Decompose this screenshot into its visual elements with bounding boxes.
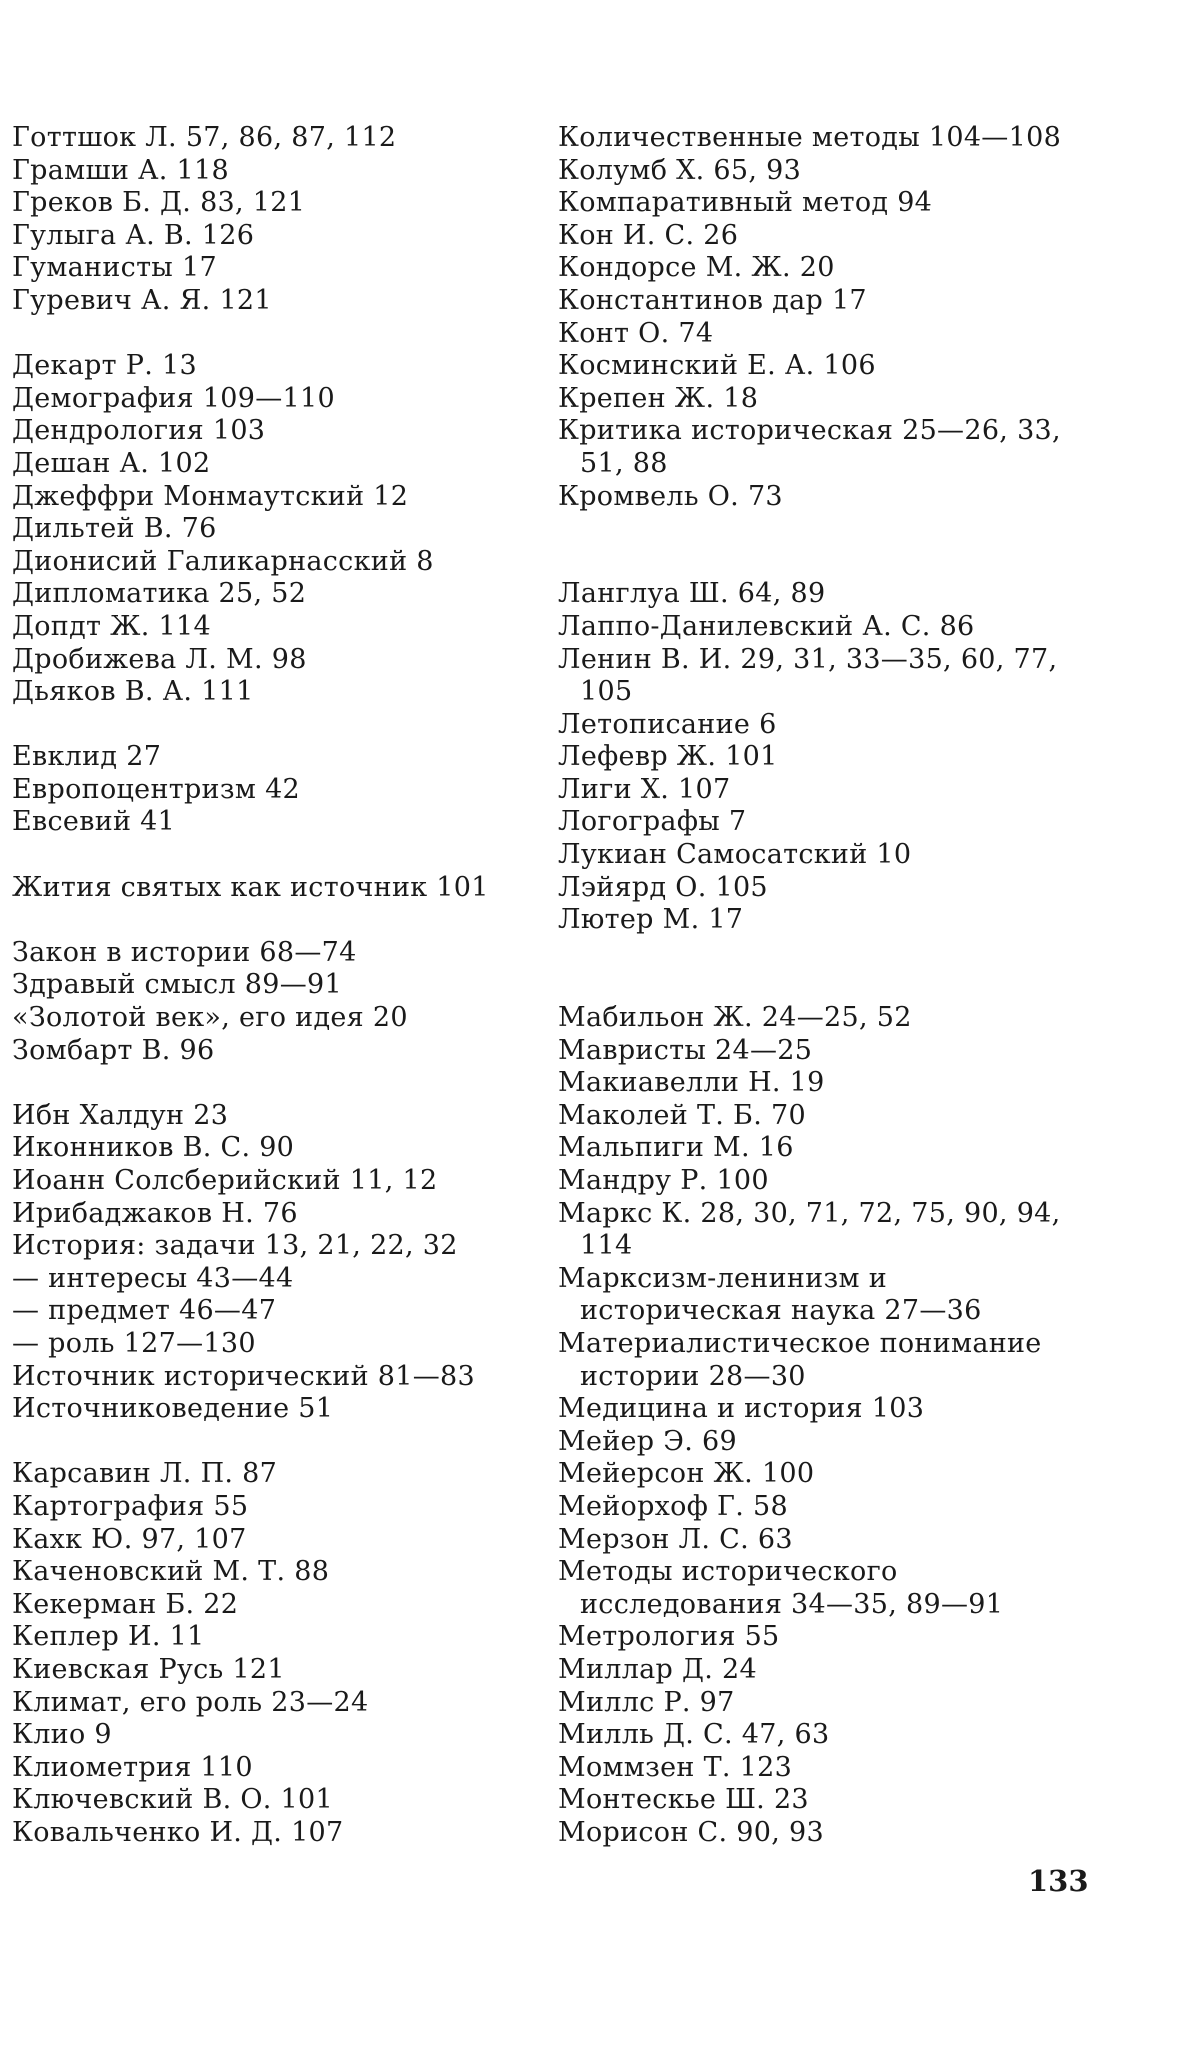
index-entry: Кекерман Б. 22 (12, 1588, 239, 1620)
index-entry: Жития святых как источник 101 (12, 871, 489, 903)
index-entry: Дробижева Л. М. 98 (12, 643, 307, 675)
index-entry: Мерзон Л. С. 63 (558, 1523, 793, 1555)
index-entry: Джеффри Монмаутский 12 (12, 480, 409, 512)
section-gap (558, 969, 1078, 1002)
index-entry: Дильтей В. 76 (12, 513, 217, 545)
section-gap (12, 318, 532, 351)
section-gap (12, 839, 532, 872)
index-entry: — интересы 43—44 (12, 1262, 294, 1294)
index-entry: Метрология 55 (558, 1621, 780, 1653)
index-entry: Картография 55 (12, 1490, 249, 1522)
index-entry: Логографы 7 (558, 806, 747, 838)
index-entry: Декарт Р. 13 (12, 350, 197, 382)
index-entry: Материалистическое понимание истории 28—30 (558, 1327, 1042, 1392)
index-entry: Гуревич А. Я. 121 (12, 284, 272, 316)
section-gap (558, 546, 1078, 579)
index-entry: Закон в истории 68—74 (12, 936, 357, 968)
index-entry: Клиометрия 110 (12, 1751, 253, 1783)
index-entry: Лютер М. 17 (558, 904, 744, 936)
index-column-right (558, 122, 1078, 1849)
index-entry: Ланглуа Ш. 64, 89 (558, 578, 826, 610)
index-entry: Ковальченко И. Д. 107 (12, 1816, 344, 1848)
index-entry: — роль 127—130 (12, 1327, 256, 1359)
index-entry: Готтшок Л. 57, 86, 87, 112 (12, 122, 397, 153)
index-entry: Маколей Т. Б. 70 (558, 1099, 806, 1131)
index-column-left (12, 122, 532, 1849)
index-entry: Мейорхоф Г. 58 (558, 1490, 788, 1522)
index-entry: Дипломатика 25, 52 (12, 578, 307, 610)
index-entry: Миллс Р. 97 (558, 1686, 735, 1718)
index-entry: Кондорсе М. Ж. 20 (558, 252, 835, 284)
index-entry: Допдт Ж. 114 (12, 610, 211, 642)
section-gap (558, 937, 1078, 970)
index-entry: Климат, его роль 23—24 (12, 1686, 369, 1718)
index-entry: Карсавин Л. П. 87 (12, 1458, 278, 1490)
index-entry: Источниковедение 51 (12, 1393, 334, 1425)
index-entry: Гуманисты 17 (12, 252, 217, 284)
page-number: 133 (1028, 1864, 1089, 1898)
index-entry: Европоцентризм 42 (12, 773, 301, 805)
index-entry: Конт О. 74 (558, 317, 714, 349)
index-entry: Лиги Х. 107 (558, 773, 731, 805)
index-entry: Иоанн Солсберийский 11, 12 (12, 1165, 438, 1196)
index-entry: Иконников В. С. 90 (12, 1132, 295, 1164)
index-entry: Компаративный метод 94 (558, 187, 933, 219)
index-entry: Кахк Ю. 97, 107 (12, 1523, 247, 1555)
index-entry: Кон И. С. 26 (558, 219, 739, 251)
index-entry: Милль Д. С. 47, 63 (558, 1719, 830, 1751)
index-entry: Колумб Х. 65, 93 (558, 154, 802, 186)
index-entry: Ибн Халдун 23 (12, 1099, 229, 1131)
index-entry: Крепен Ж. 18 (558, 382, 759, 414)
index-entry: Каченовский М. Т. 88 (12, 1556, 330, 1588)
index-entry: Здравый смысл 89—91 (12, 969, 342, 1001)
index-entry: «Золотой век», его идея 20 (12, 1002, 408, 1034)
index-entry: Миллар Д. 24 (558, 1653, 757, 1685)
index-entry: Дендрология 103 (12, 415, 266, 447)
index-entry: Зомбарт В. 96 (12, 1034, 215, 1066)
index-entry: Косминский Е. А. 106 (558, 350, 876, 382)
index-entry: Количественные методы 104—108 (558, 122, 1062, 153)
index-entry: Методы исторического исследования 34—35, 89—91 (558, 1556, 1004, 1620)
index-entry: Лаппо-Данилевский А. С. 86 (558, 610, 975, 642)
index-entry: Дешан А. 102 (12, 447, 211, 479)
section-gap (12, 709, 532, 742)
index-entry: Мабильон Ж. 24—25, 52 (558, 1002, 912, 1034)
index-entry: Лукиан Самосатский 10 (558, 839, 912, 871)
index-entry: Моммзен Т. 123 (558, 1751, 793, 1783)
section-gap (12, 1426, 532, 1459)
index-entry: Монтескье Ш. 23 (558, 1784, 809, 1816)
index-entry: Мальпиги М. 16 (558, 1132, 794, 1164)
index-entry: Клио 9 (12, 1719, 112, 1751)
index-entry: Киевская Русь 121 (12, 1653, 285, 1685)
index-entry: Мейер Э. 69 (558, 1425, 737, 1457)
index-entry: Константинов дар 17 (558, 284, 867, 316)
index-entry: Ирибаджаков Н. 76 (12, 1197, 298, 1229)
section-gap (558, 513, 1078, 546)
index-entry: Ключевский В. О. 101 (12, 1784, 333, 1816)
index-entry: Маркс К. 28, 30, 71, 72, 75, 90, 94, 114 (558, 1197, 1061, 1262)
index-entry: Ленин В. И. 29, 31, 33—35, 60, 77, 105 (558, 643, 1058, 708)
section-gap (12, 1067, 532, 1100)
index-entry: Макиавелли Н. 19 (558, 1067, 825, 1099)
index-entry: — предмет 46—47 (12, 1295, 277, 1327)
index-entry: Лэйярд О. 105 (558, 871, 768, 903)
index-entry: Демография 109—110 (12, 382, 335, 414)
index-entry: Источник исторический 81—83 (12, 1360, 475, 1392)
index-entry: Морисон С. 90, 93 (558, 1816, 824, 1848)
index-entry: Евклид 27 (12, 741, 162, 773)
index-entry: Кромвель О. 73 (558, 480, 783, 512)
section-gap (12, 904, 532, 937)
index-entry: Лефевр Ж. 101 (558, 741, 778, 773)
index-entry: Кеплер И. 11 (12, 1621, 205, 1653)
index-entry: Мейерсон Ж. 100 (558, 1458, 815, 1490)
index-entry: Марксизм-ленинизм и историческая наука 27—36 (558, 1262, 982, 1327)
index-entry: Дьяков В. А. 111 (12, 676, 254, 708)
index-entry: Мавристы 24—25 (558, 1034, 813, 1066)
index-entry: Дионисий Галикарнасский 8 (12, 545, 434, 577)
index-entry: Летописание 6 (558, 708, 777, 740)
index-entry: Евсевий 41 (12, 806, 176, 838)
index-entry: Греков Б. Д. 83, 121 (12, 187, 306, 219)
index-entry: Гулыга А. В. 126 (12, 219, 255, 251)
index-entry: История: задачи 13, 21, 22, 32 (12, 1230, 458, 1262)
index-entry: Медицина и история 103 (558, 1393, 925, 1425)
index-entry: Грамши А. 118 (12, 154, 229, 186)
index-entry: Мандру Р. 100 (558, 1165, 769, 1196)
index-entry: Критика историческая 25—26, 33, 51, 88 (558, 415, 1061, 479)
